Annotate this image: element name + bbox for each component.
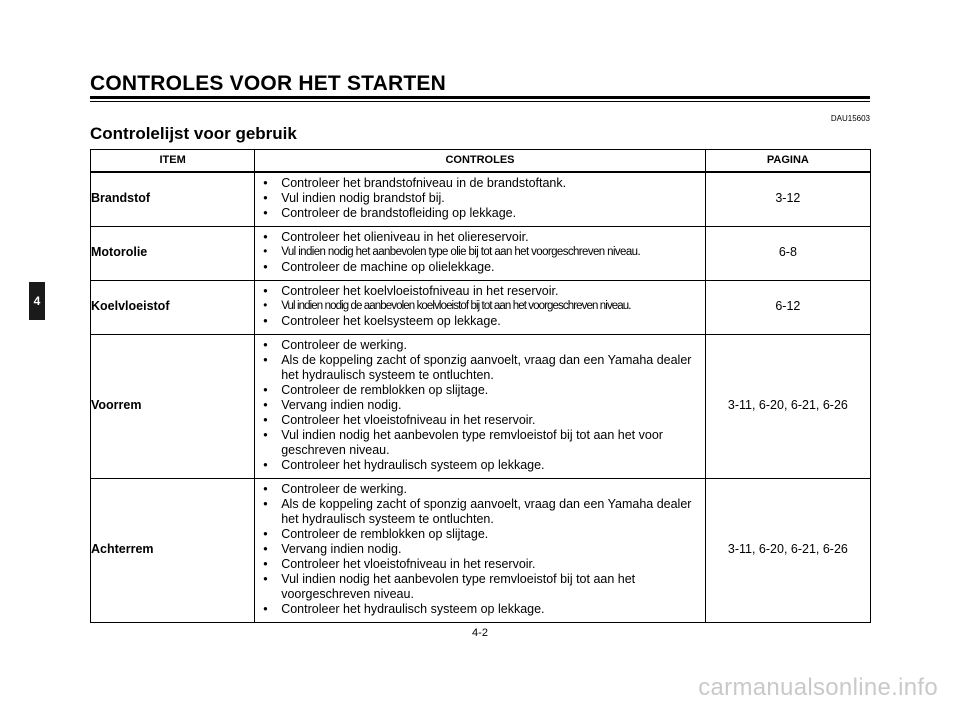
page-cell: 6-8 bbox=[705, 227, 870, 281]
check-item: • Controleer de werking. bbox=[263, 482, 705, 497]
checklist-table bbox=[90, 149, 871, 623]
page-cell: 6-12 bbox=[705, 281, 870, 335]
check-item: • Controleer het hydraulisch systeem op lekkage. bbox=[263, 458, 705, 473]
item-cell: Motorolie bbox=[91, 227, 255, 281]
check-item: • Vervang indien nodig. bbox=[263, 398, 705, 413]
page-cell: 3-11, 6-20, 6-21, 6-26 bbox=[705, 479, 870, 623]
check-item: • Controleer het brandstofniveau in de brandstoftank. bbox=[263, 176, 705, 191]
checks-cell bbox=[255, 281, 706, 335]
check-item: • Vul indien nodig het aanbevolen type remvloeistof bij tot aan het voorgeschreven niveau. bbox=[263, 572, 705, 602]
check-item: • Controleer de brandstofleiding op lekkage. bbox=[263, 206, 705, 221]
chapter-tab: 4 bbox=[29, 282, 45, 320]
watermark: carmanualsonline.info bbox=[698, 674, 938, 701]
section-title: CONTROLES VOOR HET STARTEN bbox=[90, 72, 446, 95]
table-row bbox=[91, 281, 871, 335]
check-item: • Controleer het vloeistofniveau in het reservoir. bbox=[263, 557, 705, 572]
check-item: • Vul indien nodig het aanbevolen type olie bij tot aan het voorgeschreven niveau. bbox=[263, 245, 705, 260]
check-item: • Controleer de remblokken op slijtage. bbox=[263, 527, 705, 542]
column-header-item: ITEM bbox=[91, 150, 255, 173]
table-row bbox=[91, 227, 871, 281]
column-header-controles: CONTROLES bbox=[255, 150, 706, 173]
item-cell: Brandstof bbox=[91, 172, 255, 227]
check-item: • Als de koppeling zacht of sponzig aanvoelt, vraag dan een Yamaha dealer het hydraulisch systeem te ontluchten. bbox=[263, 353, 705, 383]
check-item: • Controleer het koelsysteem op lekkage. bbox=[263, 314, 705, 329]
checks-cell bbox=[255, 172, 706, 227]
column-header-pagina: PAGINA bbox=[705, 150, 870, 173]
table-row bbox=[91, 335, 871, 479]
check-item: • Controleer de werking. bbox=[263, 338, 705, 353]
page-number: 4-2 bbox=[472, 627, 488, 639]
item-cell: Koelvloeistof bbox=[91, 281, 255, 335]
checks-cell bbox=[255, 335, 706, 479]
document-code: DAU15603 bbox=[830, 114, 870, 123]
page-cell: 3-11, 6-20, 6-21, 6-26 bbox=[705, 335, 870, 479]
check-item: • Controleer de machine op olielekkage. bbox=[263, 260, 705, 275]
check-item: • Controleer het koelvloeistofniveau in het reservoir. bbox=[263, 284, 705, 299]
check-item: • Controleer het vloeistofniveau in het reservoir. bbox=[263, 413, 705, 428]
checks-cell bbox=[255, 227, 706, 281]
check-item: • Controleer het hydraulisch systeem op lekkage. bbox=[263, 602, 705, 617]
header-rule-thin bbox=[90, 101, 870, 102]
table-row bbox=[91, 479, 871, 623]
page-cell: 3-12 bbox=[705, 172, 870, 227]
checks-cell bbox=[255, 479, 706, 623]
table-row bbox=[91, 172, 871, 227]
table-header-row bbox=[91, 150, 871, 173]
check-item: • Controleer het olieniveau in het oliereservoir. bbox=[263, 230, 705, 245]
check-item: • Vul indien nodig brandstof bij. bbox=[263, 191, 705, 206]
item-cell: Achterrem bbox=[91, 479, 255, 623]
item-cell: Voorrem bbox=[91, 335, 255, 479]
check-item: • Vervang indien nodig. bbox=[263, 542, 705, 557]
check-item: • Vul indien nodig het aanbevolen type remvloeistof bij tot aan het voor geschreven niveau. bbox=[263, 428, 705, 458]
check-item: • Controleer de remblokken op slijtage. bbox=[263, 383, 705, 398]
check-item: • Vul indien nodig de aanbevolen koelvloeistof bij tot aan het voorgeschreven niveau. bbox=[263, 299, 705, 314]
check-item: • Als de koppeling zacht of sponzig aanvoelt, vraag dan een Yamaha dealer het hydraulisch systeem te ontluchten. bbox=[263, 497, 705, 527]
page-title: Controlelijst voor gebruik bbox=[90, 124, 297, 143]
header-rule bbox=[90, 96, 870, 99]
